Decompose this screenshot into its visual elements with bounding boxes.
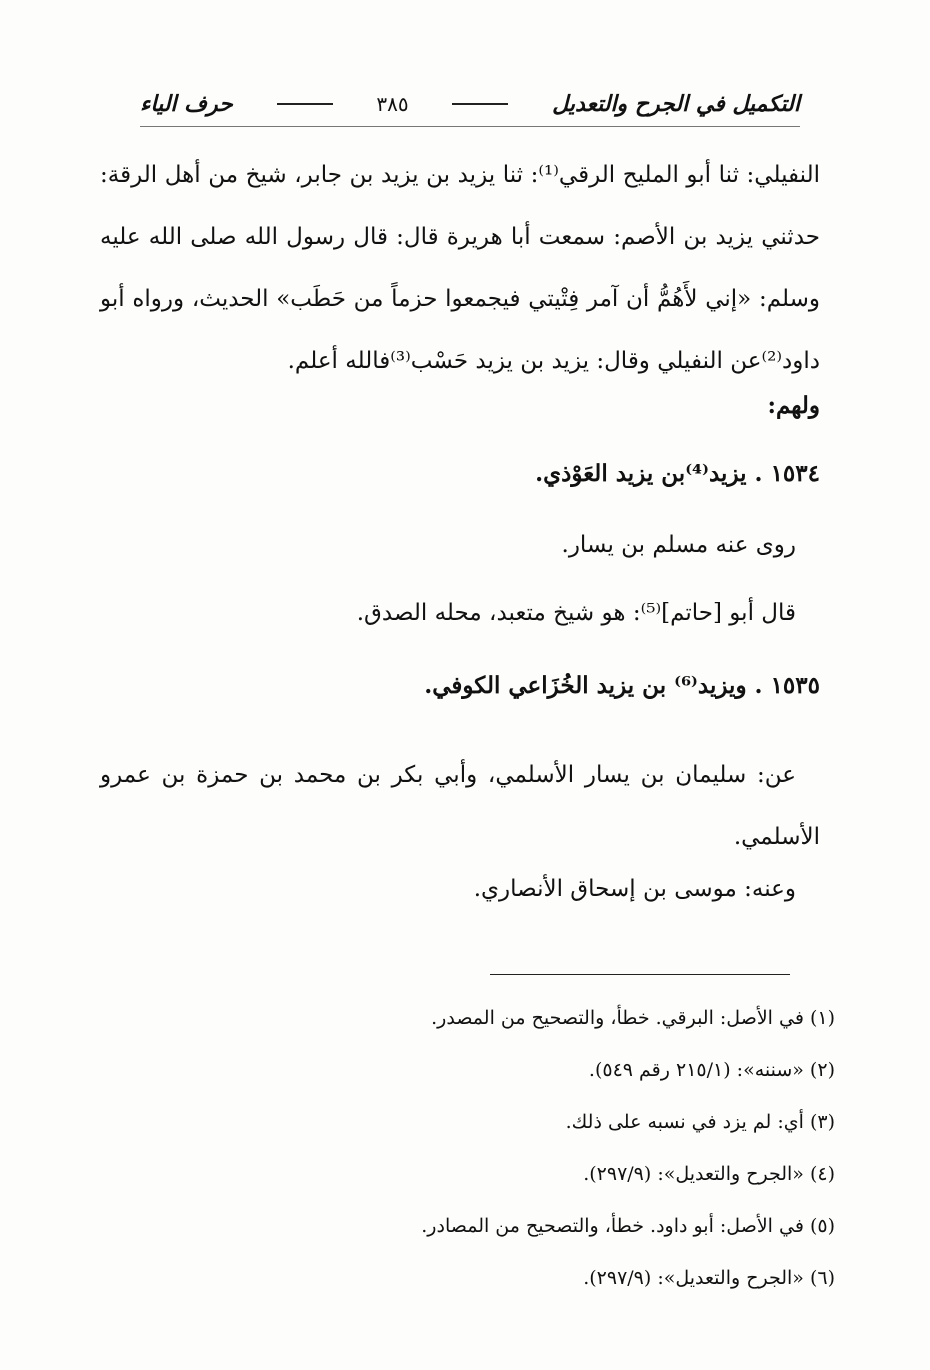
evaluation-line: قال أبو [حاتم]⁽⁵⁾: هو شيخ متعبد، محله الصدق.: [356, 600, 796, 626]
section-title: حرف الياء: [140, 91, 233, 117]
book-title: التكميل في الجرح والتعديل: [552, 91, 800, 117]
footnote-separator: [490, 974, 790, 975]
intro-paragraph: النفيلي: ثنا أبو المليح الرقي⁽¹⁾: ثنا يزيد بن يزيد بن جابر، شيخ من أهل الرقة: حدثني يزيد بن الأصم: سمعت أبا هريرة قال: قال رسول الله صلى الله عليه وسلم: «إني لأَهُمُّ أن آمر فِتْيتي فيجمعوا حزماً من حَطَب» الحديث، ورواه أبو داود⁽²⁾عن النفيلي وقال: يزيد بن يزيد حَسْب⁽³⁾فالله أعلم.: [100, 162, 820, 374]
footnote-3: (٣) أي: لم يزد في نسبه على ذلك.: [565, 1111, 835, 1133]
narrated-by-line: روى عنه مسلم بن يسار.: [561, 532, 796, 558]
footnote-4: (٤) «الجرح والتعديل»: (٢٩٧/٩).: [583, 1163, 835, 1185]
entry-heading-1535: ١٥٣٥ . ويزيد⁽⁶⁾ بن يزيد الخُزَاعي الكوفي.: [424, 672, 820, 699]
running-header: [140, 82, 800, 127]
footnotes: [135, 992, 835, 1304]
footnote-6: (٦) «الجرح والتعديل»: (٢٩٧/٩).: [583, 1267, 835, 1289]
students-line: وعنه: موسى بن إسحاق الأنصاري.: [473, 876, 796, 902]
teachers-paragraph-block: [100, 744, 820, 868]
footnote-2: (٢) «سننه»: (٢١٥/١ رقم ٥٤٩).: [588, 1059, 835, 1081]
subheading: ولهم:: [767, 392, 820, 419]
header-rule: [277, 103, 333, 105]
page-number: ٣٨٥: [376, 92, 409, 116]
footnote-5: (٥) في الأصل: أبو داود. خطأ، والتصحيح من المصادر.: [421, 1215, 835, 1237]
header-rule: [452, 103, 508, 105]
intro-paragraph-block: [100, 144, 820, 392]
teachers-paragraph: عن: سليمان بن يسار الأسلمي، وأبي بكر بن محمد بن حمزة بن عمرو الأسلمي.: [100, 762, 820, 850]
entry-heading-1534: ١٥٣٤ . يزيد⁽⁴⁾بن يزيد العَوْذي.: [535, 460, 820, 487]
footnote-1: (١) في الأصل: البرقي. خطأ، والتصحيح من المصدر.: [431, 1007, 835, 1029]
